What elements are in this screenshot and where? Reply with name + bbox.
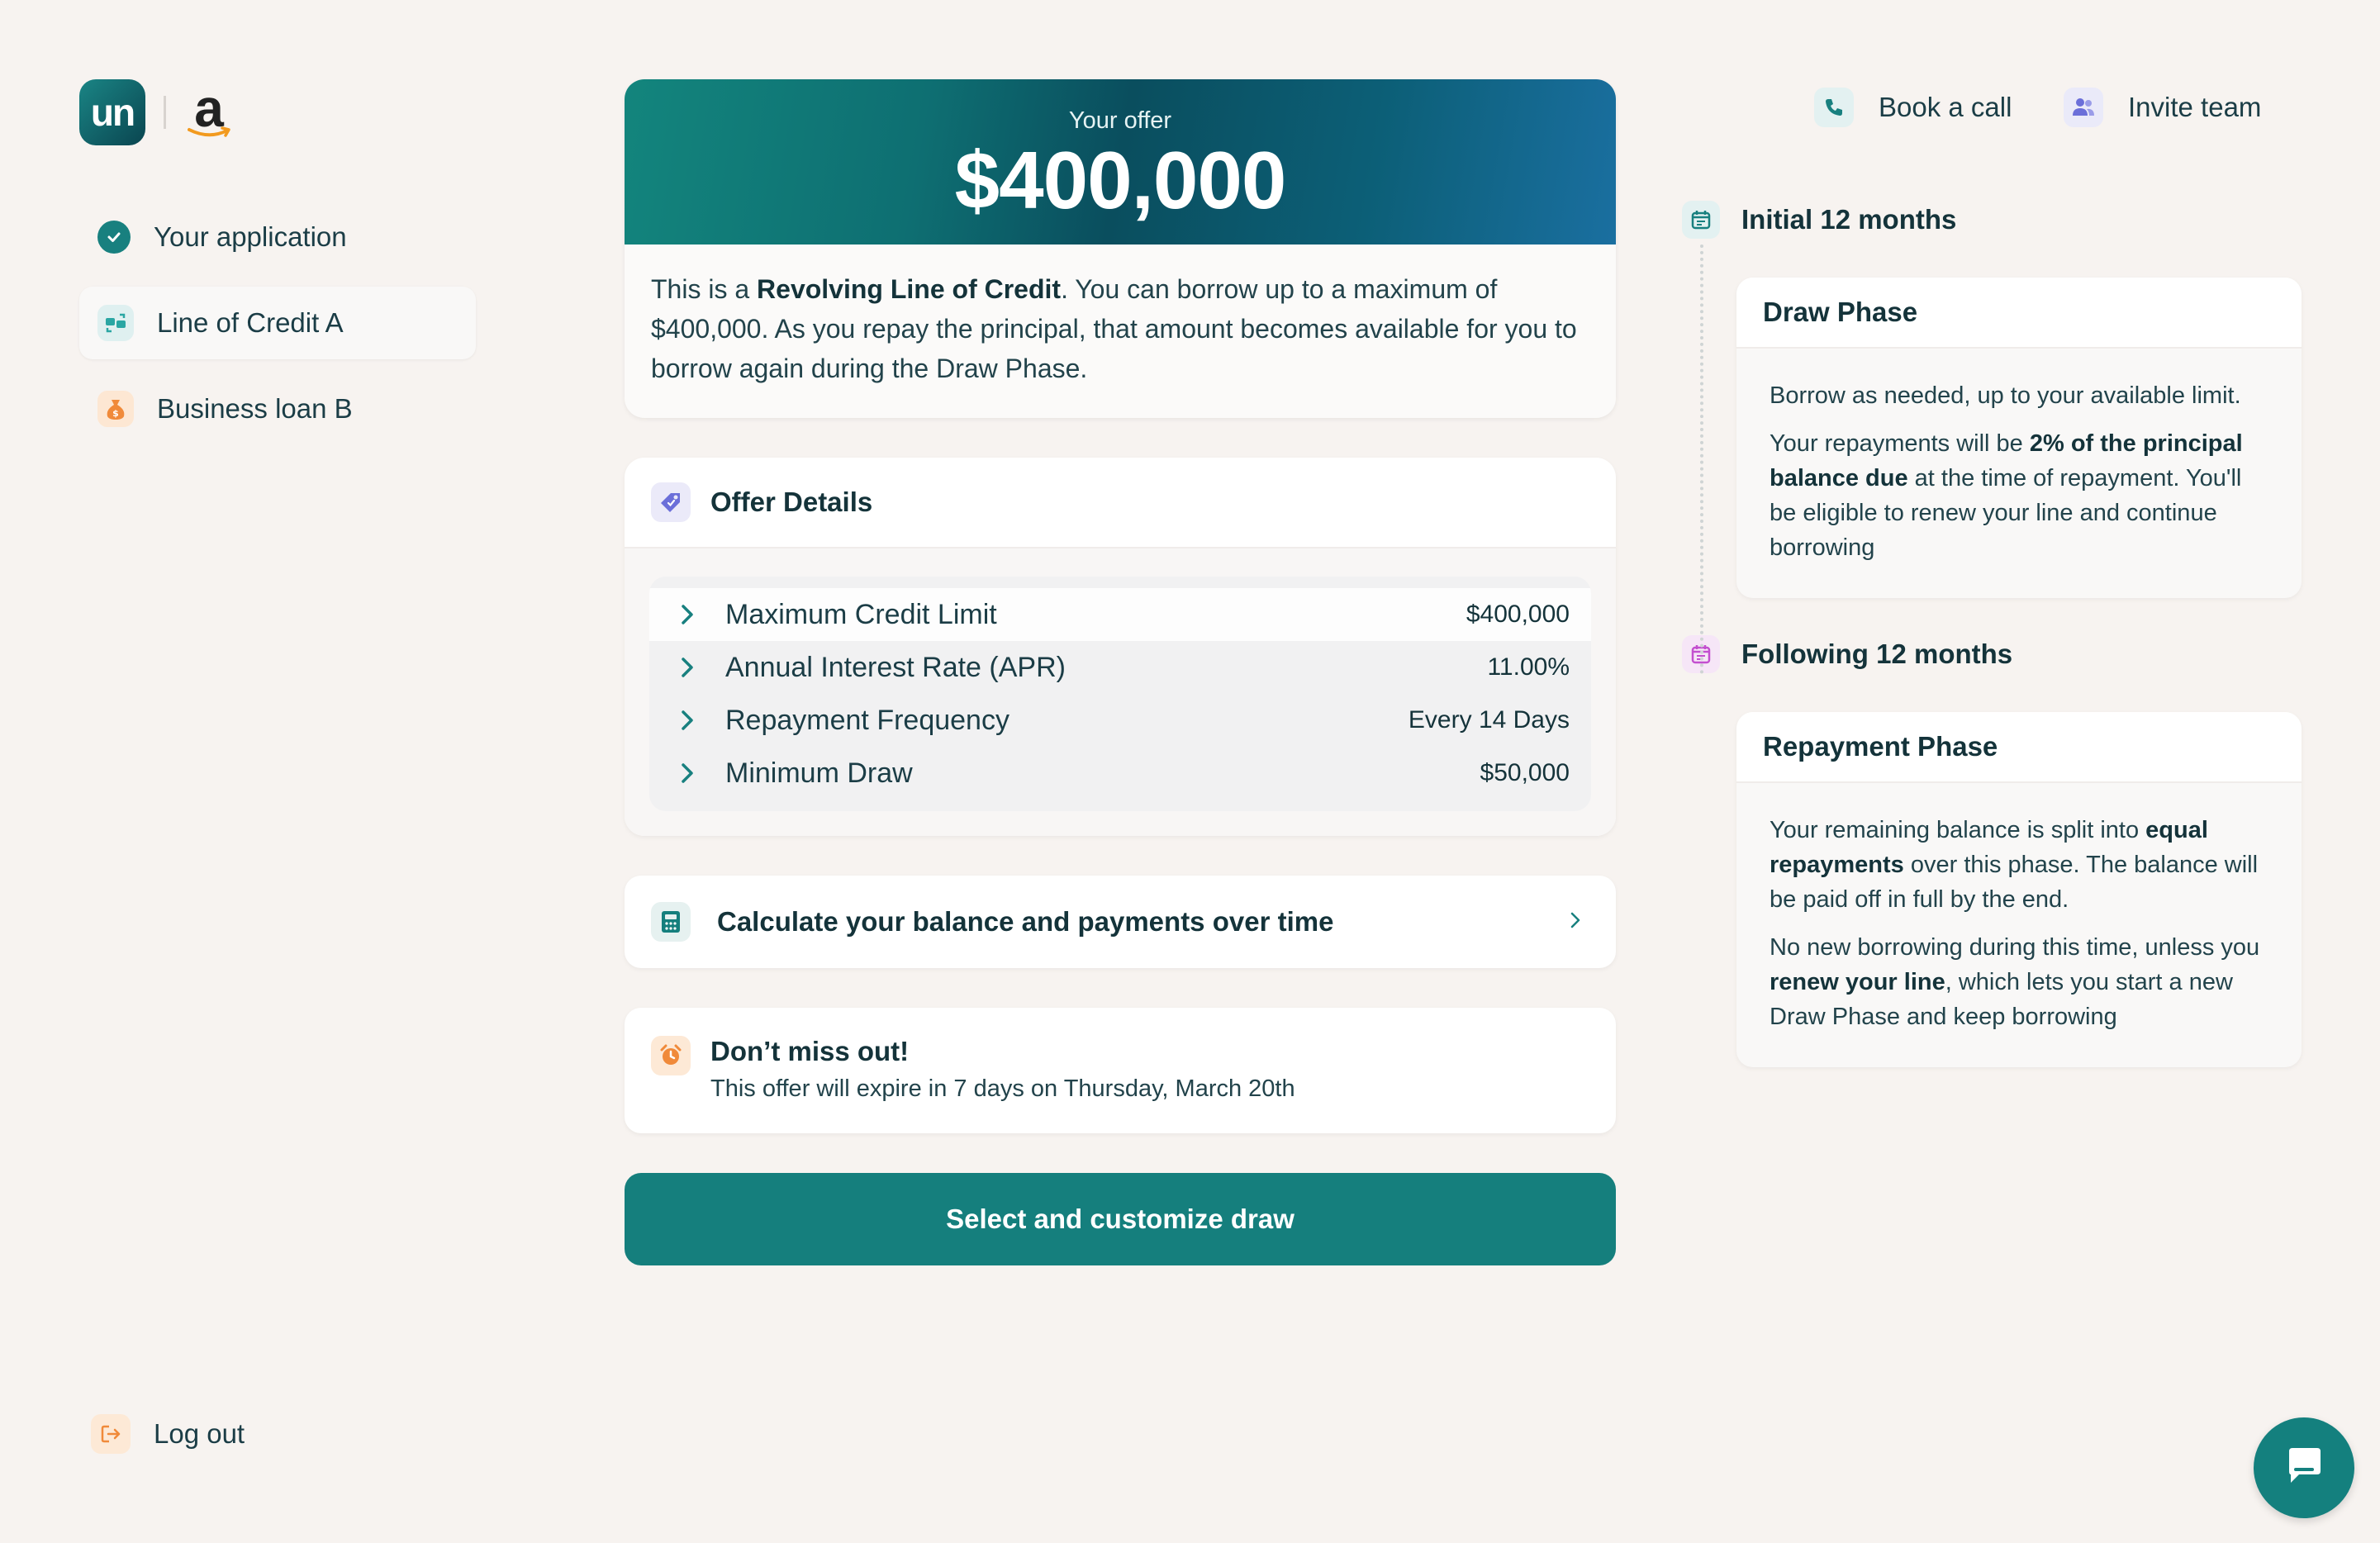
alarm-clock-icon: [651, 1036, 691, 1075]
invite-team-label: Invite team: [2128, 92, 2262, 122]
detail-value: Every 14 Days: [1408, 706, 1570, 734]
detail-label: Annual Interest Rate (APR): [725, 651, 1066, 683]
phone-icon: [1814, 88, 1854, 127]
sidebar-item-line-of-credit-a[interactable]: [79, 287, 476, 359]
offer-header: [625, 79, 1616, 245]
offer-details-card: [625, 458, 1616, 836]
sidebar-item-business-loan-b[interactable]: [79, 373, 476, 445]
offer-details-header: [625, 458, 1616, 548]
calculate-balance-link[interactable]: [625, 876, 1616, 968]
draw-phase-p2-b: 2% of the principal balance due: [1770, 430, 2243, 491]
logout-button[interactable]: [91, 1414, 245, 1454]
draw-phase-p2: [1770, 426, 2268, 565]
offer-label: Your offer: [1068, 107, 1172, 134]
calculator-icon: [651, 902, 691, 942]
amazon-logo: [184, 78, 234, 141]
logout-label: Log out: [154, 1418, 245, 1449]
main-content: [625, 79, 1616, 1265]
repayment-phase-card: [1736, 712, 2302, 1067]
offer-desc-prefix: This is a: [651, 274, 758, 304]
detail-value: $400,000: [1466, 601, 1570, 628]
offer-details-title: Offer Details: [710, 487, 873, 517]
amazon-smile-icon: [188, 126, 232, 140]
book-call-label: Book a call: [1879, 92, 2012, 122]
invite-team-button[interactable]: [2064, 88, 2261, 127]
chevron-right-icon: [679, 709, 699, 732]
money-bag-icon: [97, 391, 134, 427]
calendar-icon: [1682, 201, 1720, 239]
sidebar-item-label: Business loan B: [157, 393, 353, 424]
offer-description: [625, 245, 1616, 418]
calculate-balance-label: Calculate your balance and payments over time: [717, 906, 1334, 937]
chevron-right-icon: [679, 762, 699, 785]
repayment-phase-p2-b: renew your line: [1770, 969, 1945, 995]
expiry-subtitle: This offer will expire in 7 days on Thursday, March 20th: [710, 1075, 1295, 1102]
repayment-phase-p1-a: Your remaining balance is split into: [1770, 817, 2146, 843]
detail-value: $50,000: [1480, 759, 1570, 786]
offer-details-list: [649, 577, 1591, 811]
detail-row-repayment-frequency[interactable]: [649, 694, 1591, 747]
offer-details-body: [625, 548, 1616, 836]
draw-phase-p2-a: Your repayments will be: [1770, 430, 2030, 457]
sidebar-nav: [79, 201, 476, 458]
phases-timeline: [1682, 198, 2302, 1067]
amazon-logo-letter: a: [194, 78, 224, 138]
draw-phase-card: [1736, 278, 2302, 598]
swap-icon: [97, 305, 134, 341]
brand-logos: [79, 79, 234, 145]
detail-label: Minimum Draw: [725, 757, 913, 789]
expiry-notice: [625, 1008, 1616, 1133]
tag-icon: [651, 482, 691, 522]
draw-phase-title: Draw Phase: [1736, 278, 2302, 349]
repayment-phase-p2-c: , which lets you start a new Draw Phase and keep borrowing: [1770, 969, 2233, 1030]
following-period-label: [1682, 633, 2302, 676]
repayment-phase-p2: [1770, 930, 2268, 1034]
team-icon: [2064, 88, 2103, 127]
sidebar-item-label: Line of Credit A: [157, 307, 344, 338]
repayment-phase-p1-c: over this phase. The balance will be paid off in full by the end.: [1770, 852, 2259, 913]
detail-row-max-credit-limit[interactable]: [649, 588, 1591, 641]
repayment-phase-p2-a: No new borrowing during this time, unless you: [1770, 934, 2260, 961]
check-circle-icon: [97, 221, 131, 254]
detail-value: 11.00%: [1487, 653, 1570, 681]
sidebar-item-your-application[interactable]: [79, 201, 476, 273]
expiry-title: Don’t miss out!: [710, 1036, 910, 1066]
book-call-button[interactable]: [1814, 88, 2012, 127]
offer-desc-rest: . You can borrow up to a maximum of $400,000. As you repay the principal, that amount becomes available for you to borrow again during the Draw Phase.: [651, 274, 1577, 383]
chevron-right-icon: [679, 656, 699, 679]
logo-divider: [164, 96, 166, 129]
offer-desc-product: Revolving Line of Credit: [757, 274, 1062, 304]
sidebar-item-label: Your application: [154, 221, 347, 252]
repayment-phase-body: [1736, 783, 2302, 1067]
initial-period-label: [1682, 198, 2302, 241]
logout-icon: [91, 1414, 131, 1454]
draw-phase-body: [1736, 349, 2302, 598]
sidebar: [0, 0, 512, 1543]
initial-period-text: Initial 12 months: [1741, 204, 1957, 235]
detail-row-minimum-draw[interactable]: [649, 747, 1591, 800]
offer-card: [625, 79, 1616, 418]
detail-label: Maximum Credit Limit: [725, 598, 997, 630]
detail-row-apr[interactable]: [649, 641, 1591, 694]
repayment-phase-p1-b: equal repayments: [1770, 817, 2208, 878]
detail-label: Repayment Frequency: [725, 704, 1009, 736]
chat-bubble-icon: [2281, 1443, 2327, 1493]
repayment-phase-title: Repayment Phase: [1736, 712, 2302, 783]
select-and-customize-draw-button[interactable]: Select and customize draw: [625, 1173, 1616, 1265]
timeline-connector: [1700, 245, 1703, 674]
chat-button[interactable]: [2254, 1417, 2354, 1518]
draw-phase-p2-c: at the time of repayment. You'll be eligible to renew your line and continue borrowing: [1770, 465, 2242, 561]
chevron-right-icon: [1568, 909, 1583, 935]
company-logo[interactable]: [79, 79, 145, 145]
company-logo-text: un: [90, 91, 135, 134]
repayment-phase-p1: [1770, 813, 2268, 917]
expiry-text-group: [710, 1036, 1295, 1105]
following-period-text: Following 12 months: [1741, 639, 2013, 669]
svg-text:$: $: [112, 408, 119, 419]
draw-phase-p1: Borrow as needed, up to your available limit.: [1770, 382, 2241, 409]
offer-amount: $400,000: [954, 135, 1286, 226]
chevron-right-icon: [679, 603, 699, 626]
